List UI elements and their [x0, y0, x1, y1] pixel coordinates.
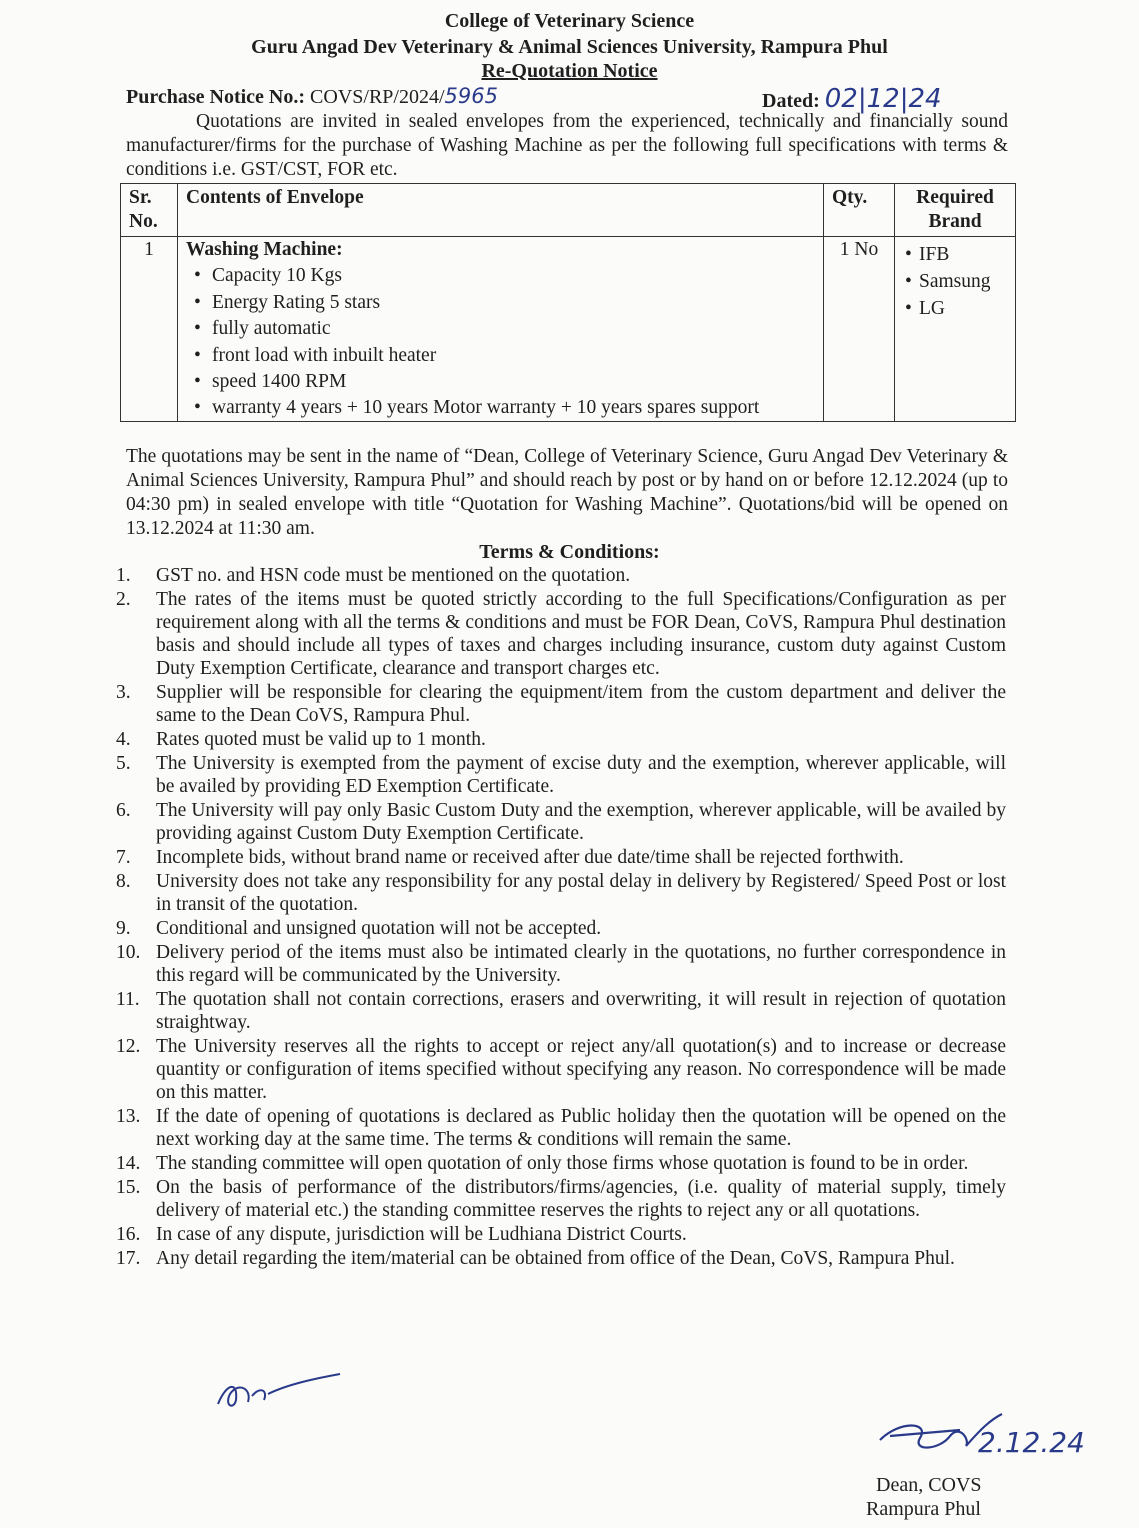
terms-item — [116, 1105, 1006, 1151]
specification-table — [120, 183, 1016, 422]
date-label: Dated: — [762, 90, 820, 112]
terms-item-number: 3. — [116, 682, 131, 703]
terms-item-number: 2. — [116, 589, 131, 610]
row-contents — [178, 237, 824, 422]
terms-item-number: 16. — [116, 1224, 141, 1245]
terms-item-text: Conditional and unsigned quotation will not be accepted. — [156, 918, 602, 939]
terms-item-number: 6. — [116, 800, 131, 821]
terms-item — [116, 1035, 1006, 1104]
spec-item: • fully automatic — [186, 316, 815, 343]
initials-signature — [208, 1366, 348, 1416]
purchase-notice-label: Purchase Notice No.: — [126, 86, 306, 108]
terms-item-number: 7. — [116, 847, 131, 868]
col-sr-no: Sr. No. — [121, 184, 178, 237]
spec-item: • front load with inbuilt heater — [186, 343, 815, 370]
terms-item — [116, 1247, 1006, 1270]
terms-item-text: Supplier will be responsible for clearing the equipment/item from the custom department and deliver the same to the Dean CoVS, Rampura Phul. — [156, 682, 1006, 726]
terms-item-text: In case of any dispute, jurisdiction will be Ludhiana District Courts. — [156, 1224, 687, 1245]
terms-item-text: Rates quoted must be valid up to 1 month. — [156, 729, 486, 750]
terms-item-number: 11. — [116, 989, 140, 1010]
terms-item — [116, 846, 1006, 869]
terms-item-text: GST no. and HSN code must be mentioned on the quotation. — [156, 565, 631, 586]
terms-item — [116, 1176, 1006, 1222]
terms-item-text: The University is exempted from the payment of excise duty and the exemption, wherever applicable, will be availed by providing ED Exemption Certificate. — [156, 753, 1006, 797]
university-name: Guru Angad Dev Veterinary & Animal Sciences University, Rampura Phul — [251, 36, 888, 58]
terms-item — [116, 917, 1006, 940]
terms-item — [116, 681, 1006, 727]
handwritten-notice-number: 5965 — [444, 84, 498, 108]
terms-item-number: 14. — [116, 1153, 141, 1174]
terms-item-number: 12. — [116, 1036, 141, 1057]
terms-item-text: Any detail regarding the item/material can be obtained from office of the Dean, CoVS, Rampura Phul. — [156, 1248, 955, 1269]
table-header-row — [121, 184, 1016, 237]
spec-item: • speed 1400 RPM — [186, 369, 815, 396]
college-name: College of Veterinary Science — [444, 10, 695, 32]
row-sr: 1 — [121, 237, 178, 422]
terms-item — [116, 988, 1006, 1034]
terms-item — [116, 799, 1006, 845]
item-title: Washing Machine: — [186, 239, 343, 260]
terms-item — [116, 870, 1006, 916]
signatory-title: Dean, COVS — [876, 1474, 982, 1496]
terms-item-text: University does not take any responsibility for any postal delay in delivery by Registered/ Speed Post or lost in transit of the quotation. — [156, 871, 1006, 915]
terms-item-number: 1. — [116, 565, 131, 586]
terms-item-text: The rates of the items must be quoted strictly according to the full Specifications/Configuration as per requirement along with all the terms & conditions and must be FOR Dean, CoVS, Rampura Phul destination basis and should include all types of taxes and charges including insurance, custom duty against Custom Duty Exemption Certificate, clearance and transport charges etc. — [156, 589, 1006, 679]
terms-item-text: Incomplete bids, without brand name or received after due date/time shall be rejected forthwith. — [156, 847, 904, 868]
brand-item: • LG — [903, 295, 1007, 322]
spec-item: • Capacity 10 Kgs — [186, 263, 815, 290]
col-brand: Required Brand — [895, 184, 1016, 237]
terms-item — [116, 752, 1006, 798]
terms-item-number: 10. — [116, 942, 141, 963]
terms-item-number: 9. — [116, 918, 131, 939]
brand-list — [903, 241, 1007, 322]
terms-item-text: The University reserves all the rights to accept or reject any/all quotation(s) and to increase or decrease quantity or configuration of items specified without specifying any reason. No correspondence will be made on this matter. — [156, 1036, 1006, 1103]
purchase-notice-value: COVS/RP/2024/ — [310, 86, 445, 108]
terms-item-text: The quotation shall not contain corrections, erasers and overwriting, it will result in rejection of quotation straightway. — [156, 989, 1006, 1033]
terms-item-text: Delivery period of the items must also be intimated clearly in the quotations, no further correspondence in this regard will be communicated by the University. — [156, 942, 1006, 986]
terms-item-number: 17. — [116, 1248, 141, 1269]
signature-date: 2.12.24 — [978, 1426, 1085, 1459]
terms-title: Terms & Conditions: — [479, 541, 660, 563]
submission-paragraph: The quotations may be sent in the name of “Dean, College of Veterinary Science, Guru Angad Dev Veterinary & Animal Sciences University, Rampura Phul” and should reach by post or by hand on or before 12.12.2024 (up to 04:30 pm) in sealed envelope with title “Quotation for Washing Machine”. Quotations/bid will be opened on 13.12.2024 at 11:30 am. — [126, 446, 1008, 539]
terms-item-number: 8. — [116, 871, 131, 892]
spec-item: • Energy Rating 5 stars — [186, 290, 815, 317]
terms-list — [116, 564, 1006, 1271]
terms-item-number: 4. — [116, 729, 131, 750]
notice-title: Re-Quotation Notice — [481, 60, 658, 82]
terms-item — [116, 1152, 1006, 1175]
signatory-place: Rampura Phul — [866, 1498, 981, 1520]
terms-item — [116, 588, 1006, 680]
spec-item: • warranty 4 years + 10 years Motor warranty + 10 years spares support — [186, 396, 815, 419]
terms-item — [116, 728, 1006, 751]
purchase-notice-number — [126, 84, 498, 109]
table-row — [121, 237, 1016, 422]
terms-item — [116, 941, 1006, 987]
intro-paragraph: Quotations are invited in sealed envelopes from the experienced, technically and financially sound manufacturer/firms for the purchase of Washing Machine as per the following full specifications with terms & conditions i.e. GST/CST, FOR etc. — [126, 111, 1008, 180]
terms-item-text: The University will pay only Basic Custom Duty and the exemption, wherever applicable, will be availed by providing against Custom Duty Exemption Certificate. — [156, 800, 1006, 844]
terms-item-number: 5. — [116, 753, 131, 774]
terms-item-text: On the basis of performance of the distributors/firms/agencies, (i.e. quality of material supply, timely delivery of material etc.) the standing committee reserves the rights to reject any or all quotations. — [156, 1177, 1006, 1221]
spec-list — [186, 263, 815, 419]
row-qty: 1 No — [824, 237, 895, 422]
terms-item-number: 15. — [116, 1177, 141, 1198]
brand-item: • Samsung — [903, 268, 1007, 295]
handwritten-date: 02|12|24 — [824, 84, 942, 114]
terms-item-text: If the date of opening of quotations is declared as Public holiday then the quotation will be opened on the next working day at the same time. The terms & conditions will remain the same. — [156, 1106, 1006, 1150]
terms-item-number: 13. — [116, 1106, 141, 1127]
terms-item-text: The standing committee will open quotation of only those firms whose quotation is found to be in order. — [156, 1153, 969, 1174]
terms-item — [116, 564, 1006, 587]
col-contents: Contents of Envelope — [178, 184, 824, 237]
col-qty: Qty. — [824, 184, 895, 237]
terms-item — [116, 1223, 1006, 1246]
row-brands — [895, 237, 1016, 422]
brand-item: • IFB — [903, 241, 1007, 268]
